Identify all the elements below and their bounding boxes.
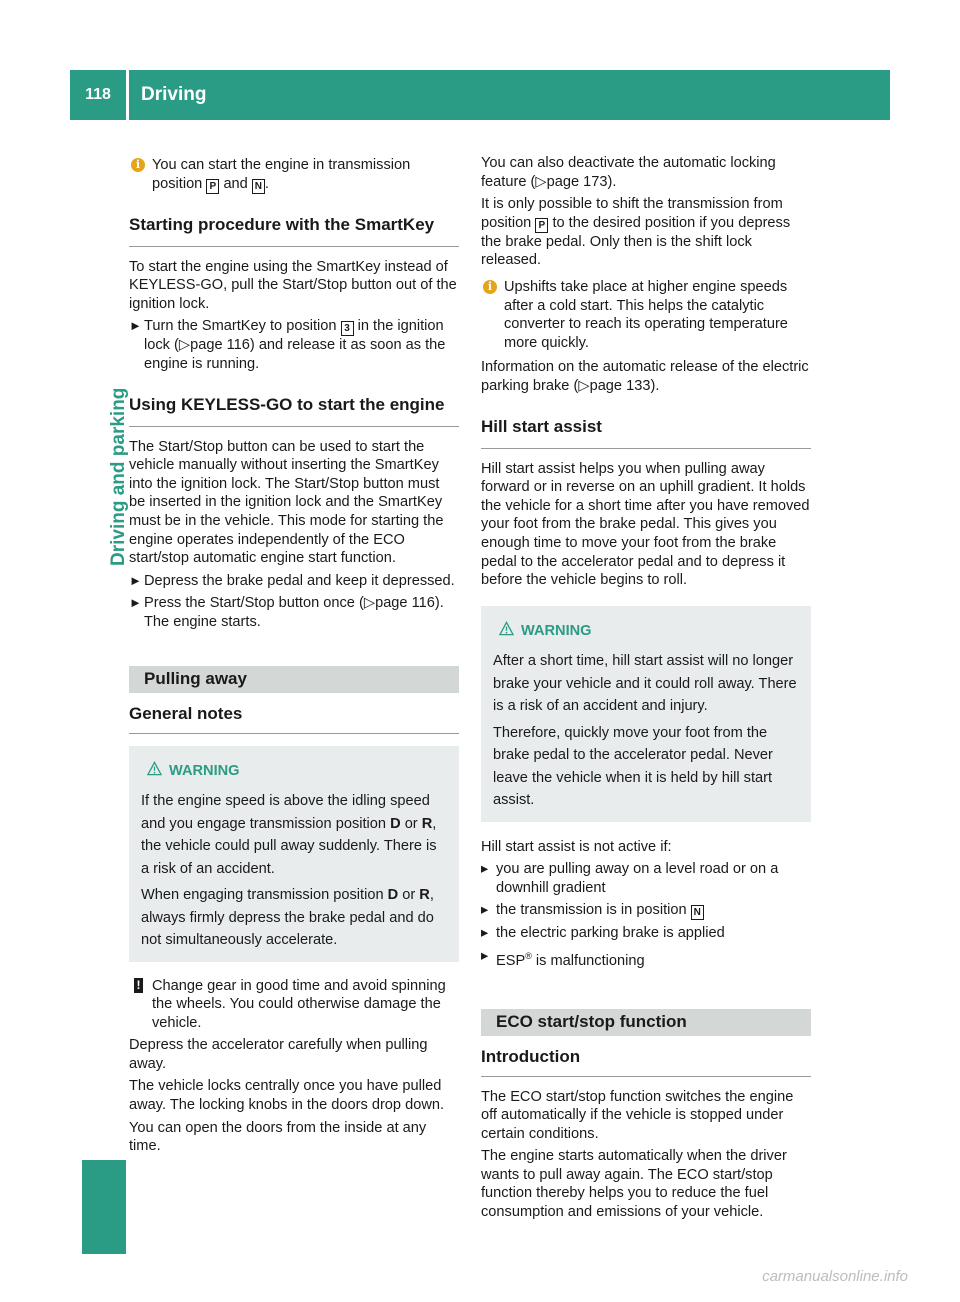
bullet-icon: ▸ (481, 948, 489, 965)
page-ref-icon: ▷ (578, 377, 590, 394)
side-tab-marker (82, 1160, 126, 1254)
warning-box-pull-away (129, 746, 459, 962)
list-item: ▸ the transmission is in position N (481, 901, 811, 920)
warning-triangle-icon (147, 761, 162, 776)
page-ref-icon: ▷ (178, 337, 191, 354)
step-arrow-icon: ► (129, 572, 142, 588)
heading-smartkey: Starting procedure with the SmartKey (129, 214, 435, 234)
page-title: Driving (141, 83, 207, 105)
step-result: The engine starts. (144, 613, 261, 630)
position-n-icon: N (691, 905, 704, 920)
step-arrow-icon: ► (129, 318, 142, 334)
paragraph-eco-intro: The ECO start/stop function switches the engine off automatically if the vehicle is stopped under certain conditions. (481, 1088, 794, 1142)
warning-text: If the engine speed is above the idling speed and you engage transmission position D or R, the vehicle could pull away suddenly. There is a risk of an accident. (141, 793, 437, 877)
warning-text: After a short time, hill start assist will no longer brake your vehicle and it could roll away. There is a risk of an accident and injury. (493, 653, 797, 715)
footer-watermark: carmanualsonline.info (762, 1268, 908, 1285)
info-note-transmission: i You can start the engine in transmission position P and N . (129, 156, 459, 194)
section-bar-pulling-away: Pulling away (129, 666, 459, 693)
heading-rule (129, 426, 459, 427)
paragraph-accelerator: Depress the accelerator carefully when pulling away. (129, 1037, 428, 1072)
step-press-start-stop: ► Press the Start/Stop button once (▷page 116). The engine starts. (129, 595, 444, 630)
paragraph-not-active: Hill start assist is not active if: (481, 838, 672, 855)
warning-text: When engaging transmission position D or R, always firmly depress the brake pedal and do not simultaneously accelerate. (141, 887, 434, 948)
page-link[interactable]: page 133 (589, 377, 651, 394)
warning-box-hill-start (481, 606, 811, 822)
paragraph-doors: You can open the doors from the inside at any time. (129, 1119, 427, 1155)
heading-rule (129, 246, 459, 247)
info-icon: i (131, 158, 145, 172)
list-item: ▸ you are pulling away on a level road or on a downhill gradient (481, 861, 779, 896)
page-link[interactable]: page 173 (546, 173, 608, 190)
heading-general-notes: General notes (129, 703, 243, 723)
caution-note: ! Change gear in good time and avoid spinning the wheels. You could otherwise damage the vehicle. (129, 977, 459, 1033)
heading-hill-start-assist: Hill start assist (481, 416, 602, 436)
paragraph-eco-benefit: The engine starts automatically when the driver wants to pull away again. The ECO start/stop function thereby helps you to reduce the fuel consumption and emissions of your vehicle. (481, 1148, 787, 1221)
bullet-icon: ▸ (481, 902, 489, 919)
caution-icon: ! (134, 978, 143, 993)
paragraph-deactivate-locking: You can also deactivate the automatic locking feature (▷page 173). (481, 155, 776, 190)
page-link[interactable]: page 116 (375, 595, 435, 612)
page-number: 118 (85, 85, 111, 103)
side-section-label: Driving and parking (108, 387, 129, 566)
position-p-icon: P (535, 218, 548, 233)
heading-introduction: Introduction (481, 1046, 581, 1066)
page-ref-icon: ▷ (363, 595, 376, 612)
list-item: ▸ ESP® is malfunctioning (481, 948, 645, 969)
page-ref-icon: ▷ (535, 173, 547, 190)
paragraph-smartkey: To start the engine using the SmartKey instead of KEYLESS-GO, pull the Start/Stop button out of the ignition lock. (129, 258, 457, 312)
warning-header: WARNING (141, 760, 447, 783)
list-item: ▸ the electric parking brake is applied (481, 925, 725, 942)
right-column (481, 154, 811, 1222)
heading-rule (481, 1076, 811, 1077)
position-n-icon: N (252, 179, 265, 194)
paragraph-shift-lock: It is only possible to shift the transmission from position P to the desired position if you depress the brake pedal. Only then is the shift lock released. (481, 196, 791, 269)
step-turn-smartkey: ► Turn the SmartKey to position 3 in the ignition lock (▷page 116) and release it as soon as the engine is running. (129, 318, 446, 372)
position-p-icon: P (206, 179, 219, 194)
bullet-icon: ▸ (481, 925, 489, 942)
warning-triangle-icon (499, 621, 514, 636)
section-bar-eco-start-stop: ECO start/stop function (481, 1009, 811, 1036)
info-note-upshift: i Upshifts take place at higher engine speeds after a cold start. This helps the catalytic converter to reach its operating temperature more quickly. (481, 278, 811, 352)
warning-text: Therefore, quickly move your foot from the brake pedal to the accelerator pedal. Never leave the vehicle when it is held by hill start assist. (493, 724, 773, 809)
paragraph-parking-brake: Information on the automatic release of the electric parking brake (▷page 133). (481, 359, 809, 394)
step-arrow-icon: ► (129, 595, 142, 611)
step-depress-brake: ► Depress the brake pedal and keep it depressed. (129, 572, 455, 589)
heading-rule (129, 733, 459, 734)
position-3-icon: 3 (341, 321, 354, 336)
page-link[interactable]: page 116 (190, 337, 250, 354)
bullet-icon: ▸ (481, 861, 489, 878)
warning-header: WARNING (493, 620, 799, 643)
info-icon: i (483, 280, 497, 294)
heading-keyless-go: Using KEYLESS-GO to start the engine (129, 394, 445, 414)
paragraph-hill-start: Hill start assist helps you when pulling away forward or in reverse on an uphill gradient. It holds the vehicle for a short time after you have removed your foot from the brake pedal. This gives you enough time to move your foot from the brake pedal to the accelerator pedal and to depress it before the vehicle begins to roll. (481, 460, 810, 589)
heading-rule (481, 448, 811, 449)
paragraph-keyless-go: The Start/Stop button can be used to start the vehicle manually without inserting the SmartKey into the ignition lock. The Start/Stop button must be inserted in the ignition lock and the SmartKey must be in the vehicle. This mode for starting the engine operates independently of the ECO start/stop automatic engine start function. (129, 438, 444, 567)
paragraph-central-locking: The vehicle locks centrally once you have pulled away. The locking knobs in the doors drop down. (129, 1078, 445, 1114)
left-column (129, 156, 459, 1156)
header-divider (126, 70, 129, 120)
